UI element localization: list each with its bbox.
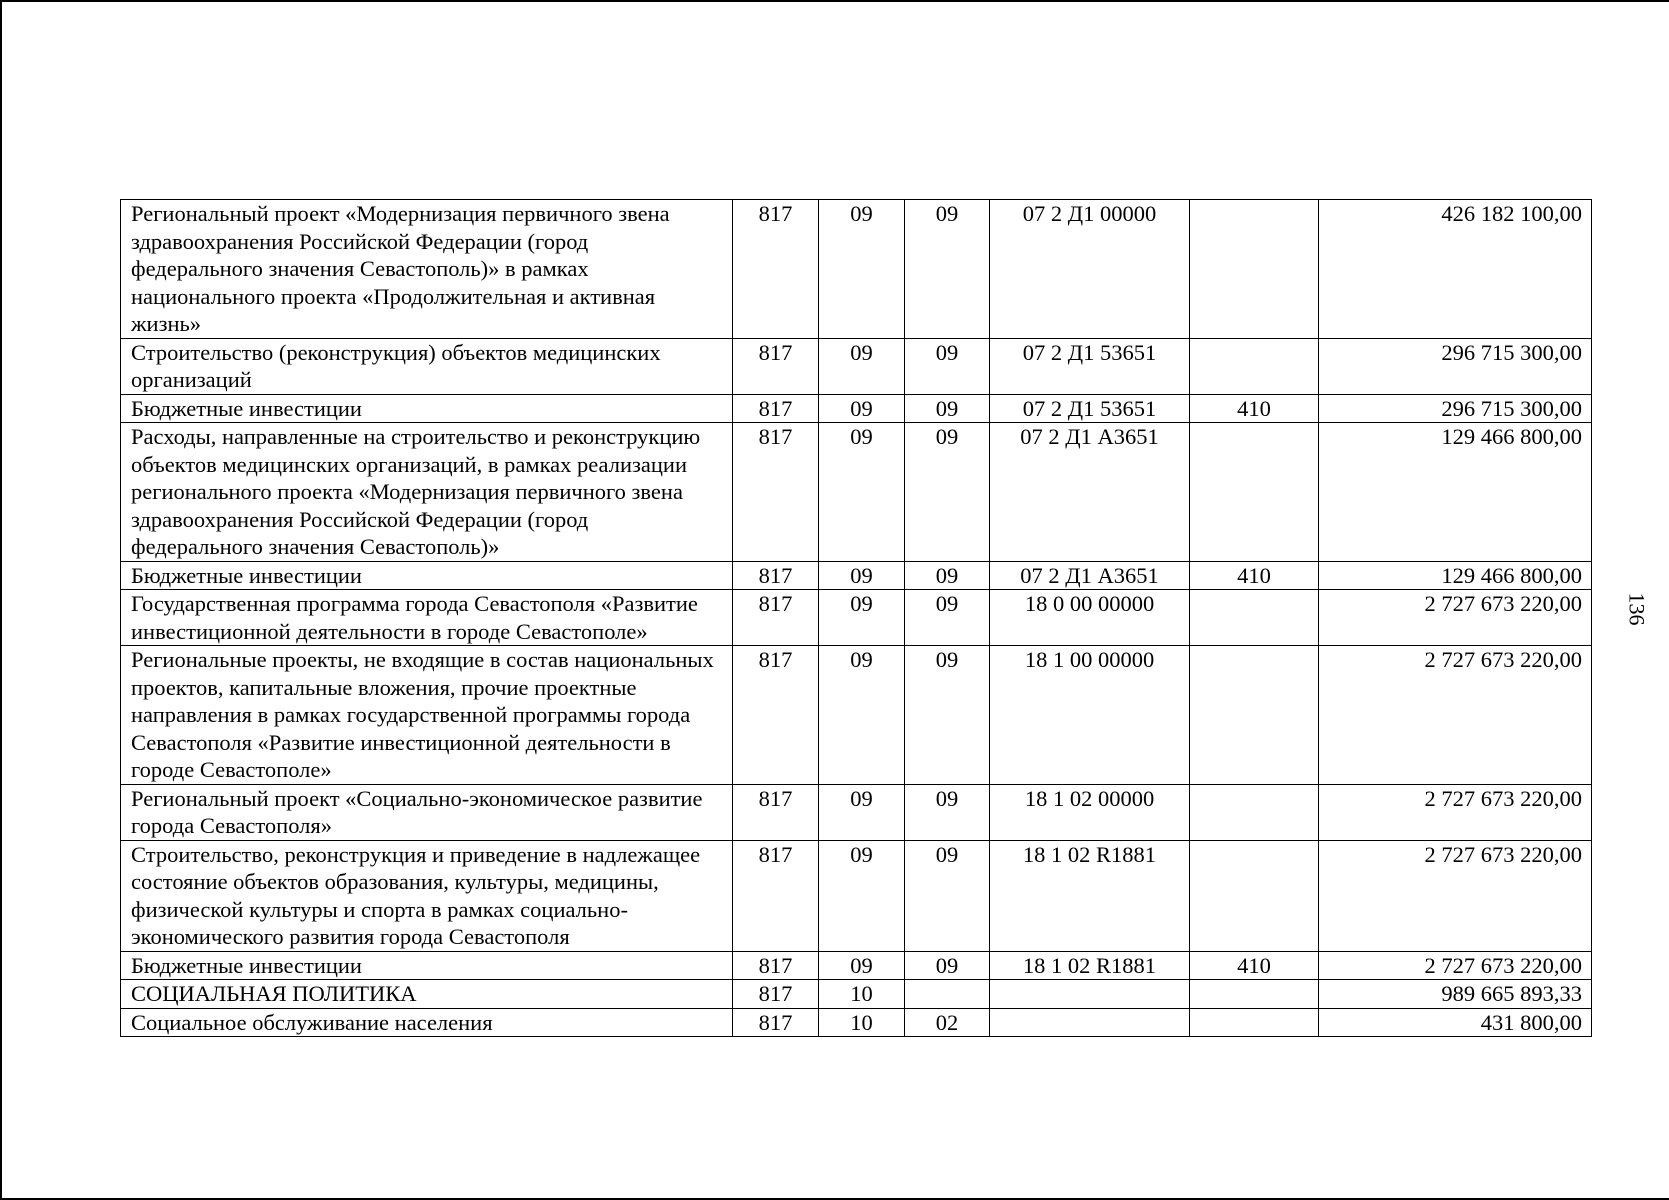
row-csr-cell: 18 1 00 00000 (990, 646, 1190, 785)
row-csr-cell: 07 2 Д1 00000 (990, 200, 1190, 339)
row-rz-cell: 09 (819, 646, 905, 785)
row-name-cell: Бюджетные инвестиции (121, 951, 733, 980)
row-rz-cell: 09 (819, 423, 905, 562)
row-vr-cell (1190, 980, 1319, 1009)
row-name-cell: Расходы, направленные на строительство и реконструкцию объектов медицинских организаций, в рамках реализации регионального проекта «Модернизация первичного звена здравоохранения Российской Федерации (город федерального значения Севастополь)» (121, 423, 733, 562)
budget-table (120, 199, 1592, 1037)
row-name-cell: Бюджетные инвестиции (121, 394, 733, 423)
row-pr-cell: 09 (905, 840, 990, 951)
row-sum-cell: 129 466 800,00 (1319, 561, 1592, 590)
row-sum-cell: 989 665 893,33 (1319, 980, 1592, 1009)
row-csr-cell: 07 2 Д1 53651 (990, 338, 1190, 394)
row-pr-cell (905, 980, 990, 1009)
row-sum-cell: 2 727 673 220,00 (1319, 590, 1592, 646)
table-row (121, 951, 1592, 980)
row-ved-cell: 817 (733, 1008, 819, 1037)
row-ved-cell: 817 (733, 590, 819, 646)
row-sum-cell: 2 727 673 220,00 (1319, 840, 1592, 951)
row-pr-cell: 09 (905, 561, 990, 590)
row-rz-cell: 10 (819, 1008, 905, 1037)
row-csr-cell (990, 1008, 1190, 1037)
row-pr-cell: 09 (905, 951, 990, 980)
row-vr-cell (1190, 1008, 1319, 1037)
row-ved-cell: 817 (733, 394, 819, 423)
table-row (121, 590, 1592, 646)
table-row (121, 200, 1592, 339)
row-name-cell: Региональный проект «Социально-экономическое развитие города Севастополя» (121, 784, 733, 840)
table-row (121, 646, 1592, 785)
row-ved-cell: 817 (733, 951, 819, 980)
row-pr-cell: 09 (905, 784, 990, 840)
row-vr-cell (1190, 590, 1319, 646)
row-sum-cell: 296 715 300,00 (1319, 394, 1592, 423)
row-vr-cell (1190, 338, 1319, 394)
row-csr-cell: 07 2 Д1 А3651 (990, 423, 1190, 562)
row-name-cell: Региональные проекты, не входящие в состав национальных проектов, капитальные вложения, прочие проектные направления в рамках государственной программы города Севастополя «Развитие инвестиционной деятельности в городе Севастополе» (121, 646, 733, 785)
row-sum-cell: 296 715 300,00 (1319, 338, 1592, 394)
row-rz-cell: 09 (819, 951, 905, 980)
row-name-cell: Региональный проект «Модернизация первичного звена здравоохранения Российской Федерации (город федерального значения Севастополь)» в рамках национального проекта «Продолжительная и активная жизнь» (121, 200, 733, 339)
table-body (121, 200, 1592, 1037)
row-vr-cell: 410 (1190, 561, 1319, 590)
row-csr-cell: 18 1 02 00000 (990, 784, 1190, 840)
row-sum-cell: 2 727 673 220,00 (1319, 784, 1592, 840)
row-ved-cell: 817 (733, 784, 819, 840)
row-pr-cell: 09 (905, 338, 990, 394)
row-sum-cell: 129 466 800,00 (1319, 423, 1592, 562)
row-rz-cell: 09 (819, 200, 905, 339)
row-rz-cell: 09 (819, 590, 905, 646)
table-row (121, 394, 1592, 423)
table-row (121, 338, 1592, 394)
row-pr-cell: 09 (905, 590, 990, 646)
row-csr-cell: 18 0 00 00000 (990, 590, 1190, 646)
row-rz-cell: 09 (819, 338, 905, 394)
row-vr-cell (1190, 840, 1319, 951)
row-csr-cell: 18 1 02 R1881 (990, 840, 1190, 951)
row-vr-cell (1190, 200, 1319, 339)
row-sum-cell: 2 727 673 220,00 (1319, 646, 1592, 785)
row-name-cell: Социальное обслуживание населения (121, 1008, 733, 1037)
row-name-cell: СОЦИАЛЬНАЯ ПОЛИТИКА (121, 980, 733, 1009)
row-ved-cell: 817 (733, 646, 819, 785)
row-rz-cell: 09 (819, 784, 905, 840)
row-vr-cell: 410 (1190, 951, 1319, 980)
row-sum-cell: 431 800,00 (1319, 1008, 1592, 1037)
row-pr-cell: 02 (905, 1008, 990, 1037)
row-pr-cell: 09 (905, 200, 990, 339)
table-row (121, 784, 1592, 840)
row-ved-cell: 817 (733, 980, 819, 1009)
table-row (121, 980, 1592, 1009)
row-sum-cell: 426 182 100,00 (1319, 200, 1592, 339)
row-rz-cell: 09 (819, 840, 905, 951)
row-ved-cell: 817 (733, 200, 819, 339)
table-row (121, 840, 1592, 951)
row-name-cell: Строительство (реконструкция) объектов медицинских организаций (121, 338, 733, 394)
row-csr-cell: 07 2 Д1 53651 (990, 394, 1190, 423)
row-csr-cell: 18 1 02 R1881 (990, 951, 1190, 980)
table-row (121, 561, 1592, 590)
row-rz-cell: 09 (819, 394, 905, 423)
row-vr-cell (1190, 784, 1319, 840)
row-vr-cell (1190, 646, 1319, 785)
row-vr-cell (1190, 423, 1319, 562)
row-csr-cell: 07 2 Д1 А3651 (990, 561, 1190, 590)
table-row (121, 423, 1592, 562)
row-csr-cell (990, 980, 1190, 1009)
row-ved-cell: 817 (733, 423, 819, 562)
table-row (121, 1008, 1592, 1037)
row-ved-cell: 817 (733, 840, 819, 951)
row-name-cell: Строительство, реконструкция и приведение в надлежащее состояние объектов образования, культуры, медицины, физической культуры и спорта в рамках социально-экономического развития города Севастополя (121, 840, 733, 951)
row-vr-cell: 410 (1190, 394, 1319, 423)
row-ved-cell: 817 (733, 338, 819, 394)
row-pr-cell: 09 (905, 646, 990, 785)
row-name-cell: Бюджетные инвестиции (121, 561, 733, 590)
row-sum-cell: 2 727 673 220,00 (1319, 951, 1592, 980)
row-pr-cell: 09 (905, 394, 990, 423)
row-rz-cell: 09 (819, 561, 905, 590)
row-ved-cell: 817 (733, 561, 819, 590)
row-name-cell: Государственная программа города Севастополя «Развитие инвестиционной деятельности в городе Севастополе» (121, 590, 733, 646)
row-rz-cell: 10 (819, 980, 905, 1009)
row-pr-cell: 09 (905, 423, 990, 562)
page-number: 136 (1624, 592, 1650, 626)
